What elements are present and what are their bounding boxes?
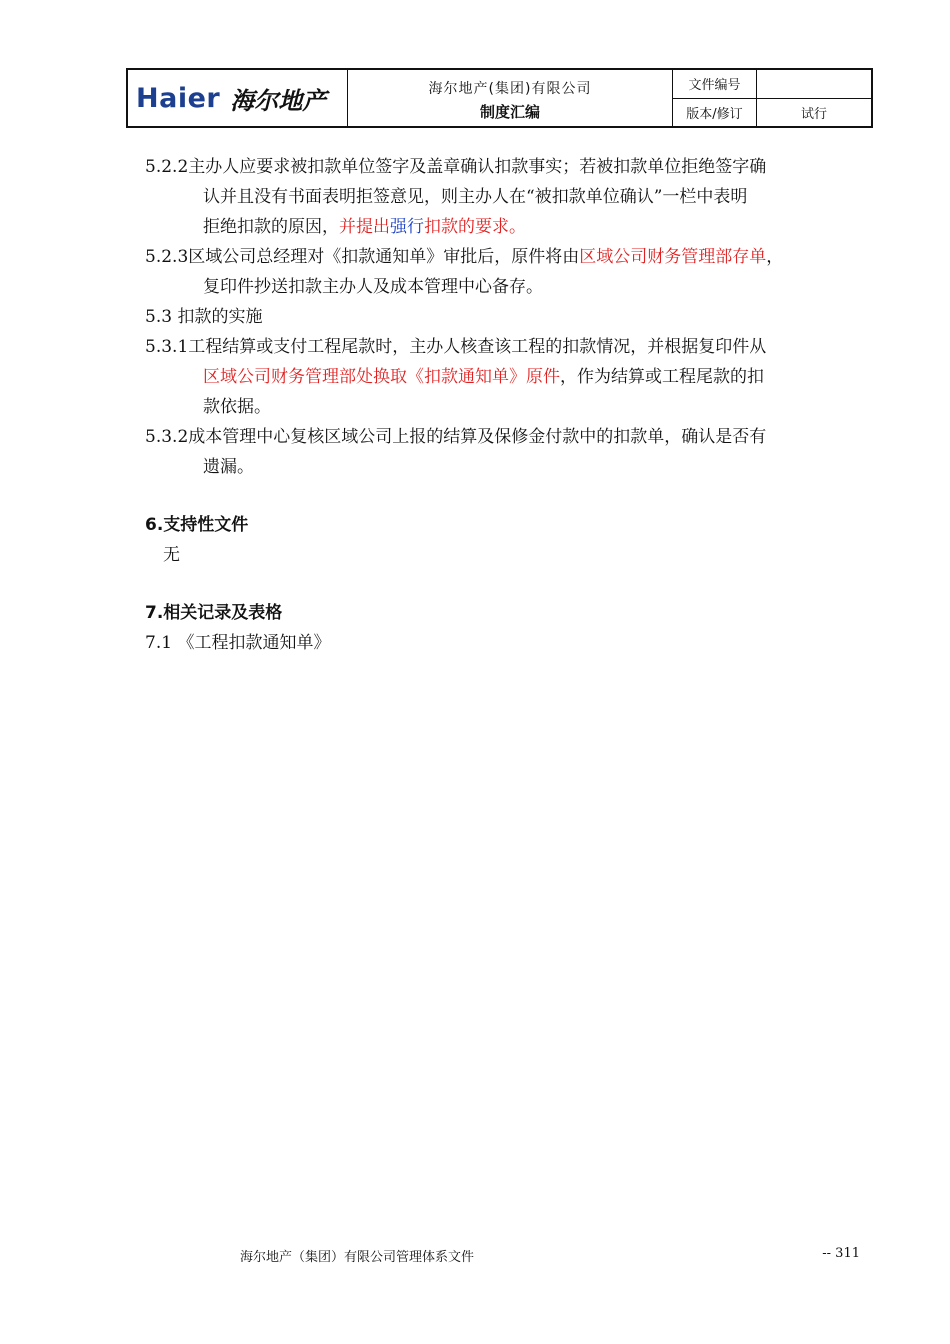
section-6-title: 6.支持性文件 xyxy=(145,515,249,535)
para-532-line-2: 遗漏。 xyxy=(203,457,254,477)
logo-en: Haier xyxy=(136,82,221,114)
spacer xyxy=(145,482,865,510)
para-532-line-1: 5.3.2成本管理中心复核区域公司上报的结算及保修金付款中的扣款单，确认是否有 xyxy=(145,427,767,447)
document-body xyxy=(145,152,865,658)
para-522-line-1: 5.2.2主办人应要求被扣款单位签字及盖章确认扣款事实；若被扣款单位拒绝签字确 xyxy=(145,157,767,177)
doc-number-value xyxy=(757,70,871,98)
footer-doc-name: 海尔地产（集团）有限公司管理体系文件 xyxy=(240,1250,475,1265)
section-53-heading: 5.3 扣款的实施 xyxy=(145,307,263,327)
header-table xyxy=(126,68,873,128)
text-span: 5.2.3区域公司总经理对《扣款通知单》审批后，原件将由 xyxy=(145,247,580,267)
highlight-blue: 强行 xyxy=(390,217,424,237)
highlight-red: 并提出 xyxy=(339,217,390,237)
header-meta xyxy=(673,70,871,126)
logo-cn: 海尔地产 xyxy=(230,86,327,115)
para-523-line-1 xyxy=(145,242,865,272)
para-531-line-2 xyxy=(145,362,865,392)
version-label: 版本/修订 xyxy=(673,99,757,127)
text-span: ，作为结算或工程尾款的扣 xyxy=(560,367,764,387)
para-523-line-2: 复印件抄送扣款主办人及成本管理中心备存。 xyxy=(203,277,543,297)
version-row xyxy=(673,98,871,127)
spacer xyxy=(145,570,865,598)
para-522-line-2: 认并且没有书面表明拒签意见，则主办人在“被扣款单位确认”一栏中表明 xyxy=(203,187,748,207)
para-522-line-3 xyxy=(145,212,865,242)
logo xyxy=(128,70,348,126)
text-span: ， xyxy=(766,247,784,267)
highlight-red: 区域公司财务管理部处换取《扣款通知单》原件 xyxy=(203,367,560,387)
text-span: 拒绝扣款的原因， xyxy=(203,217,339,237)
section-6-body: 无 xyxy=(163,545,180,565)
para-531-line-3: 款依据。 xyxy=(203,397,271,417)
doc-number-label: 文件编号 xyxy=(673,70,757,98)
company-name: 海尔地产(集团)有限公司 xyxy=(428,81,592,97)
section-7-title: 7.相关记录及表格 xyxy=(145,603,283,623)
page-footer xyxy=(240,1246,860,1265)
section-7-item: 7.1 《工程扣款通知单》 xyxy=(145,633,331,653)
doc-number-row xyxy=(673,70,871,98)
para-531-line-1: 5.3.1工程结算或支付工程尾款时，主办人核查该工程的扣款情况，并根据复印件从 xyxy=(145,337,767,357)
highlight-red: 扣款的要求。 xyxy=(424,217,526,237)
document-series: 制度汇编 xyxy=(479,103,540,121)
page-number: -- 311 xyxy=(822,1246,860,1261)
highlight-red: 区域公司财务管理部存单 xyxy=(579,247,767,267)
header-title-cell xyxy=(348,70,673,126)
version-value: 试行 xyxy=(800,106,827,122)
